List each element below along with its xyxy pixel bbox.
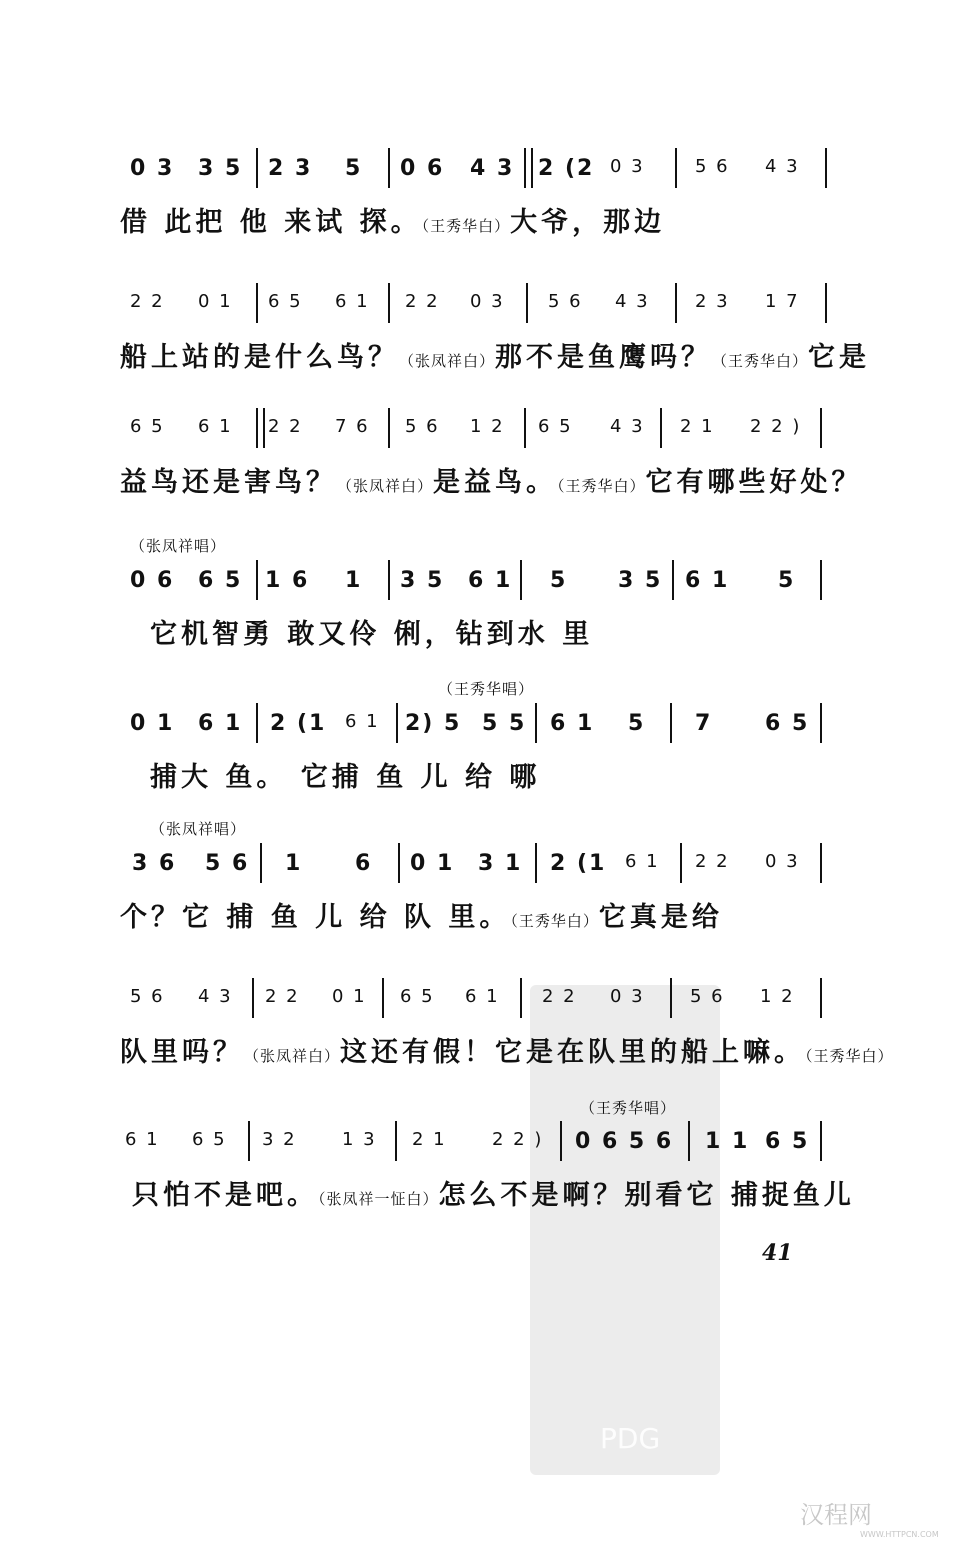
note-group: 6 5	[765, 1129, 810, 1154]
note-group: 1 2	[760, 986, 795, 1007]
bar-line	[675, 148, 677, 188]
notation-row	[120, 835, 830, 895]
page-number: 41	[762, 1240, 793, 1266]
note-group: 3 5	[198, 156, 243, 181]
spoken-aside: （张凤祥白）	[244, 1047, 341, 1065]
note-group: 2 (2	[538, 156, 595, 181]
notation-row	[120, 1113, 830, 1173]
notation-row	[120, 695, 830, 755]
note-group: 2) 5	[405, 711, 462, 736]
lyric-line: 捕大 鱼。 它捕 鱼 儿 给 哪	[150, 762, 541, 793]
bar-line	[820, 408, 822, 448]
score-system-7	[120, 970, 894, 1068]
bar-line	[680, 843, 682, 883]
spoken-aside: （王秀华白）	[510, 912, 599, 930]
spoken-aside: （王秀华白）	[557, 477, 646, 495]
note-group: 6 5	[192, 1129, 227, 1150]
note-group: 6 1	[685, 568, 730, 593]
note-group: 1 3	[342, 1129, 377, 1150]
notation-row	[120, 970, 830, 1030]
spoken-aside: （张凤祥白）	[337, 477, 434, 495]
note-group: 6 1	[625, 851, 660, 872]
note-group: 6 5	[538, 416, 573, 437]
score-system-2	[120, 275, 871, 373]
note-group: 6 1	[468, 568, 513, 593]
bar-line	[535, 703, 537, 743]
note-group: 0 1	[332, 986, 367, 1007]
bar-line	[526, 283, 528, 323]
note-group: 0 6	[400, 156, 445, 181]
bar-line	[825, 148, 827, 188]
bar-line	[256, 560, 258, 600]
note-group: 5 6	[695, 156, 730, 177]
note-group: 4 3	[615, 291, 650, 312]
note-group: 2 3	[695, 291, 730, 312]
note-group: 3 1	[478, 851, 523, 876]
bar-line	[520, 560, 522, 600]
note-group: 2 2 )	[492, 1129, 544, 1150]
spoken-aside: （张凤祥一怔白）	[318, 1190, 439, 1208]
site-watermark-url: WWW.HTTPCN.COM	[860, 1530, 939, 1539]
lyric-line: 益鸟还是害鸟？（张凤祥白）是益鸟。（王秀华白）它有哪些好处？	[120, 467, 863, 498]
site-watermark-logo: 汉程网	[800, 1501, 872, 1529]
score-system-1	[120, 140, 830, 238]
note-group: 3 6	[132, 851, 177, 876]
lyric-line: 个？它 捕 鱼 儿 给 队 里。（王秀华白）它真是给	[120, 902, 723, 933]
note-group: 6 5	[765, 711, 810, 736]
bar-line	[398, 843, 400, 883]
lyric-line: 它机智勇 敢又伶 俐，钻到水 里	[150, 619, 594, 650]
note-group: 6 1	[345, 711, 380, 732]
note-group: 2 2	[268, 416, 303, 437]
bar-line	[260, 843, 262, 883]
note-group: 1 2	[470, 416, 505, 437]
note-group: 4 3	[198, 986, 233, 1007]
note-group: 0 3	[765, 851, 800, 872]
bar-line	[524, 408, 526, 448]
bar-line	[395, 1121, 397, 1161]
note-group: 6	[355, 851, 373, 876]
notation-row	[120, 400, 830, 460]
bar-line	[820, 1121, 822, 1161]
note-group: 6 1	[198, 711, 243, 736]
note-group: 0 3	[470, 291, 505, 312]
note-group: 6 5	[268, 291, 303, 312]
bar-line	[660, 408, 662, 448]
bar-line	[388, 283, 390, 323]
note-group: 2 2	[265, 986, 300, 1007]
bar-line	[535, 843, 537, 883]
singer-label: （张凤祥唱）	[150, 820, 247, 838]
note-group: 5 6	[548, 291, 583, 312]
note-group: 5 6	[130, 986, 165, 1007]
spoken-aside: （王秀华白）	[421, 217, 511, 235]
lyric-line: 船上站的是什么鸟？（张凤祥白）那不是鱼鹰吗？（王秀华白）它是	[120, 342, 871, 373]
note-group: 1 6	[265, 568, 310, 593]
note-group: 3 5	[618, 568, 663, 593]
bar-line	[820, 843, 822, 883]
spoken-aside: （王秀华白）	[712, 352, 809, 370]
note-group: 2 2	[405, 291, 440, 312]
singer-label: （王秀华唱）	[580, 1099, 677, 1117]
note-group: 7	[695, 711, 713, 736]
note-group: 5 6	[205, 851, 250, 876]
note-group: 6 1	[125, 1129, 160, 1150]
note-group: 4 3	[765, 156, 800, 177]
bar-line	[252, 978, 254, 1018]
singer-label: （王秀华唱）	[438, 680, 535, 698]
note-group: 0 6	[130, 568, 175, 593]
score-system-3	[120, 400, 863, 498]
note-group: 1	[285, 851, 303, 876]
note-group: 3 5	[400, 568, 445, 593]
note-group: 5	[345, 156, 363, 181]
note-group: 5	[628, 711, 646, 736]
bar-line	[256, 148, 258, 188]
note-group: 1	[345, 568, 363, 593]
bar-line	[388, 408, 390, 448]
bar-line	[396, 703, 398, 743]
notation-row	[120, 140, 830, 200]
bar-line	[560, 1121, 562, 1161]
bar-line	[670, 703, 672, 743]
note-group: 0 3	[130, 156, 175, 181]
note-group: 2 (1	[550, 851, 607, 876]
note-group: 0 1	[410, 851, 455, 876]
lyric-line: 队里吗？（张凤祥白）这还有假！它是在队里的船上嘛。（王秀华白）	[120, 1037, 894, 1068]
note-group: 6 5	[400, 986, 435, 1007]
bar-line	[388, 148, 390, 188]
bar-line	[825, 283, 827, 323]
note-group: 3 2	[262, 1129, 297, 1150]
note-group: 5	[550, 568, 568, 593]
note-group: 5 6	[405, 416, 440, 437]
note-group: 0 1	[130, 711, 175, 736]
lyric-line: 借 此把 他 来试 探。（王秀华白）大爷，那边	[120, 207, 666, 238]
bar-line	[672, 560, 674, 600]
note-group: 0 1	[198, 291, 233, 312]
bar-line	[675, 283, 677, 323]
note-group: 2 2	[130, 291, 165, 312]
note-group: 5	[778, 568, 796, 593]
spoken-aside: （张凤祥白）	[399, 352, 496, 370]
note-group: 5 6	[690, 986, 725, 1007]
bar-line	[248, 1121, 250, 1161]
note-group: 2 1	[412, 1129, 447, 1150]
score-system-5	[120, 695, 830, 793]
note-group: 2 3	[268, 156, 313, 181]
bar-line	[820, 703, 822, 743]
bar-line	[382, 978, 384, 1018]
bar-line	[256, 283, 258, 323]
note-group: 6 1	[465, 986, 500, 1007]
note-group: 6 5	[130, 416, 165, 437]
note-group: 2 2 )	[750, 416, 802, 437]
note-group: 6 1	[198, 416, 233, 437]
bar-line	[820, 560, 822, 600]
note-group: 0 6 5 6	[575, 1129, 674, 1154]
note-group: 2 (1	[270, 711, 327, 736]
note-group: 0 3	[610, 986, 645, 1007]
note-group: 6 1	[335, 291, 370, 312]
score-system-6	[120, 835, 830, 933]
score-system-8	[120, 1113, 855, 1211]
bar-line	[256, 703, 258, 743]
note-group: 6 5	[198, 568, 243, 593]
bar-line	[520, 978, 522, 1018]
note-group: 5 5	[482, 711, 527, 736]
note-group: 7 6	[335, 416, 370, 437]
repeat-bar-line	[256, 408, 265, 448]
repeat-bar-line	[524, 148, 533, 188]
bar-line	[820, 978, 822, 1018]
lyric-line: 只怕不是吧。（张凤祥一怔白）怎么不是啊？别看它 捕捉鱼儿	[132, 1180, 855, 1211]
bar-line	[388, 560, 390, 600]
note-group: 6 1	[550, 711, 595, 736]
notation-row	[120, 275, 830, 335]
note-group: 4 3	[470, 156, 515, 181]
bar-line	[670, 978, 672, 1018]
note-group: 4 3	[610, 416, 645, 437]
score-system-4	[120, 552, 830, 650]
note-group: 2 2	[695, 851, 730, 872]
bar-line	[688, 1121, 690, 1161]
note-group: 1 7	[765, 291, 800, 312]
note-group: 1 1	[705, 1129, 750, 1154]
notation-row	[120, 552, 830, 612]
singer-label: （张凤祥唱）	[130, 537, 227, 555]
note-group: 0 3	[610, 156, 645, 177]
note-group: 2 2	[542, 986, 577, 1007]
spoken-aside: （王秀华白）	[805, 1047, 894, 1065]
note-group: 2 1	[680, 416, 715, 437]
